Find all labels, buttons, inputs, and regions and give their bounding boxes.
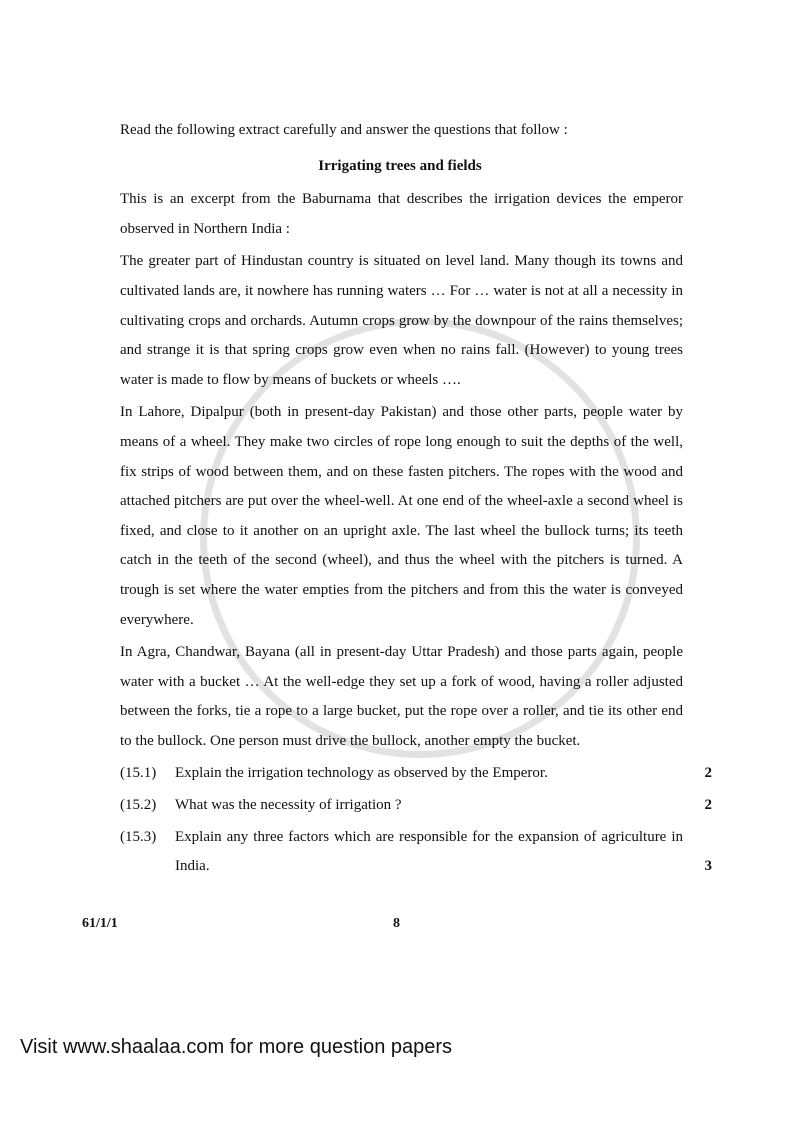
question-number: (15.2) (120, 797, 157, 814)
paragraph: This is an excerpt from the Baburnama that describes the irrigation devices the emperor observed in Northern India : (120, 191, 683, 237)
paragraph: In Agra, Chandwar, Bayana (all in present-day Uttar Pradesh) and those parts again, people water with a bucket … At the well-edge they set up a fork of wood, having a roller adjusted between the forks, tie a rope to a large bucket, put the rope over a roller, and tie its other end to the bullock. One person must drive the bullock, another empty the bucket. (120, 644, 683, 749)
question-marks: 2 (704, 765, 712, 782)
question-item (120, 823, 712, 882)
question-text: Explain the irrigation technology as observed by the Emperor. (175, 765, 548, 782)
question-item (120, 759, 712, 789)
question-text: What was the necessity of irrigation ? (175, 797, 402, 814)
section-heading: Irrigating trees and fields (318, 157, 482, 174)
paper-code: 61/1/1 (82, 915, 118, 931)
question-marks: 2 (704, 797, 712, 814)
question-marks: 3 (704, 858, 712, 875)
paragraph: The greater part of Hindustan country is situated on level land. Many though its towns and cultivated lands are, it nowhere has running waters … For … water is not at all a necessity in cultivating crops and orchards. Autumn crops grow by the downpour of the rains themselves; and strange it is that spring crops grow even when no rains fall. (However) to young trees water is made to flow by means of buckets or wheels …. (120, 253, 683, 388)
question-number: (15.1) (120, 765, 157, 782)
page-footer (0, 914, 800, 934)
page-number: 8 (393, 915, 400, 931)
question-item (120, 791, 712, 821)
promo-banner: Visit www.shaalaa.com for more question papers (20, 1035, 453, 1058)
intro-text: Read the following extract carefully and answer the questions that follow : (120, 122, 568, 138)
question-text: Explain any three factors which are responsible for the expansion of agriculture in India. (175, 828, 683, 875)
paragraph: In Lahore, Dipalpur (both in present-day Pakistan) and those other parts, people water by means of a wheel. They make two circles of rope long enough to suit the depths of the well, fix strips of wood between them, and on these fasten pitchers. The ropes with the wood and attached pitchers are put over the wheel-well. At one end of the wheel-axle a second wheel is fixed, and close to it another on an upright axle. The last wheel the bullock turns; its teeth catch in the teeth of the second (wheel), and thus the wheel with the pitchers is turned. A trough is set where the water empties from the pitchers and from this the water is conveyed everywhere. (120, 404, 683, 628)
question-number: (15.3) (120, 828, 157, 845)
